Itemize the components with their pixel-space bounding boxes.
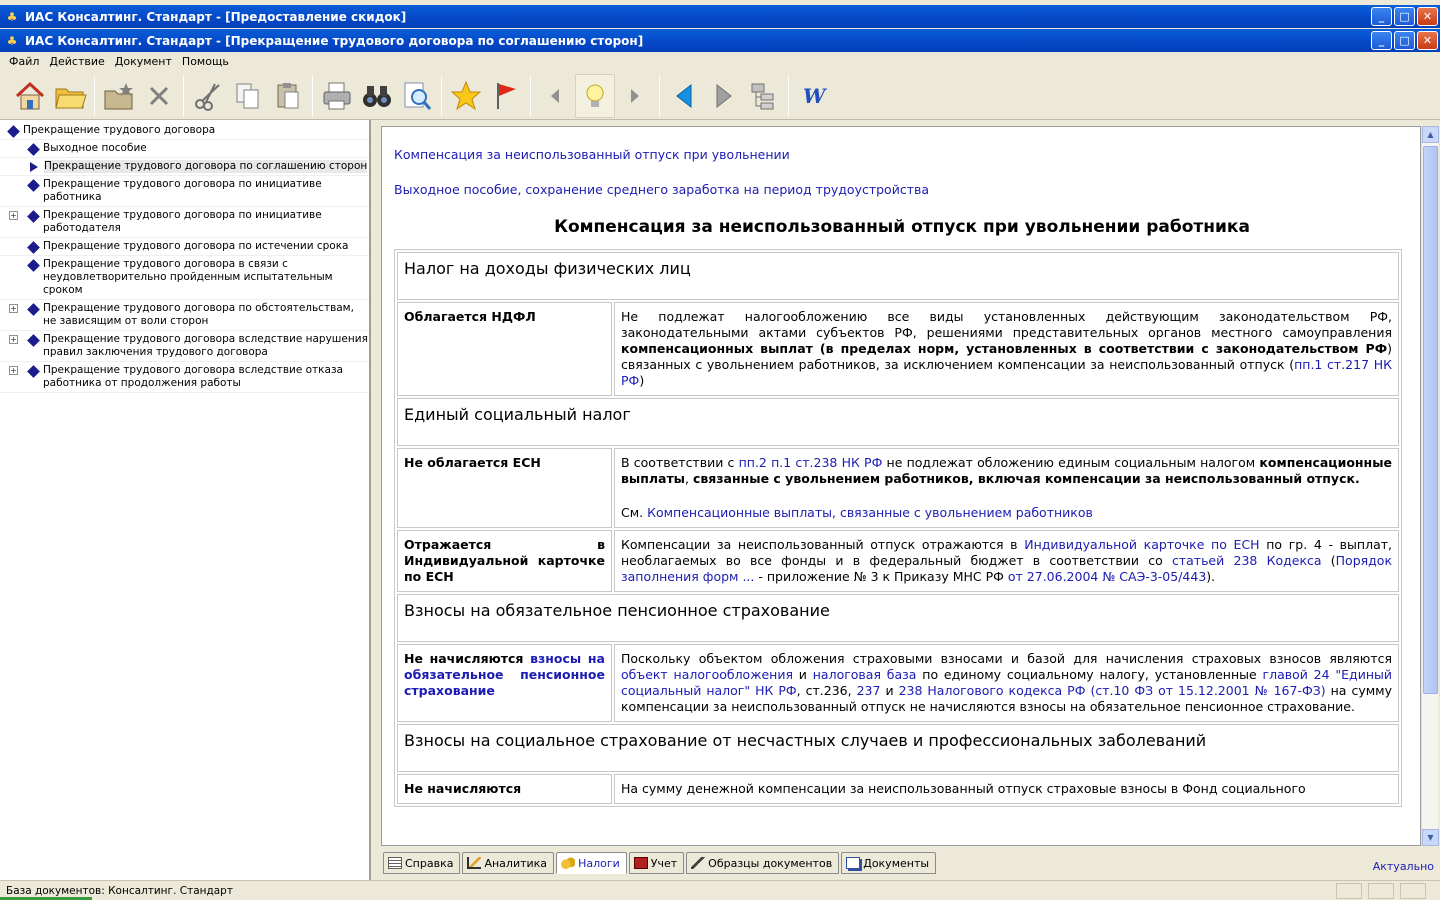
scroll-thumb[interactable] bbox=[1423, 146, 1438, 694]
printer-icon bbox=[320, 79, 354, 113]
text: и bbox=[880, 683, 899, 698]
reference-icon bbox=[388, 857, 402, 869]
tab-taxes[interactable] bbox=[556, 852, 627, 874]
link-pension-contributions[interactable]: взносы на обязательное пенсионное страхование bbox=[404, 651, 605, 698]
next-button[interactable] bbox=[615, 74, 655, 118]
bold-text: компенсационные выплаты bbox=[621, 455, 1392, 486]
text: и bbox=[792, 667, 813, 682]
accident-label: Не начисляются bbox=[397, 774, 612, 804]
link-severance-pay[interactable]: Выходное пособие, сохранение среднего заработка на период трудоустройства bbox=[394, 182, 930, 197]
svg-text:W: W bbox=[803, 83, 826, 108]
toolbar-separator bbox=[659, 76, 660, 116]
text: ( bbox=[1321, 553, 1336, 568]
tree-item[interactable] bbox=[0, 300, 369, 331]
print-button[interactable] bbox=[317, 74, 357, 118]
new-folder-button[interactable] bbox=[99, 74, 139, 118]
tab-analytics[interactable] bbox=[462, 852, 554, 874]
hint-button[interactable] bbox=[575, 74, 615, 118]
text: ) bbox=[639, 373, 645, 388]
link-form-procedure[interactable]: Порядок заполнения форм ... bbox=[621, 553, 1392, 584]
tree-item[interactable] bbox=[0, 238, 369, 256]
text: , bbox=[685, 471, 693, 486]
favorites-button[interactable] bbox=[446, 74, 486, 118]
tree-item-label: Прекращение трудового договора в связи с неудовлетворительно пройденным испытательным сроком bbox=[43, 258, 333, 296]
diamond-icon bbox=[27, 179, 40, 192]
link-taxable-object[interactable]: объект налогообложения bbox=[621, 667, 793, 682]
coins-icon bbox=[561, 857, 575, 869]
link-individual-card[interactable]: Индивидуальной карточке по ЕСН bbox=[1024, 537, 1260, 552]
word-icon bbox=[796, 79, 830, 113]
ndfl-text bbox=[614, 302, 1399, 396]
section-header-accident-insurance: Взносы на социальное страхование от несчастных случаев и профессиональных заболеваний bbox=[397, 724, 1399, 772]
tab-label: Налоги bbox=[578, 856, 620, 870]
star-icon bbox=[449, 79, 483, 113]
tree-item-label: Прекращение трудового договора по инициативе работодателя bbox=[43, 209, 322, 234]
tree-item[interactable] bbox=[0, 362, 369, 393]
text: Не начисляются bbox=[404, 651, 531, 666]
expand-icon[interactable]: + bbox=[10, 335, 17, 344]
tab-accounting[interactable] bbox=[629, 852, 684, 874]
accident-text: На сумму денежной компенсации за неиспользованный отпуск страховые взносы в Фонд социального bbox=[614, 774, 1399, 804]
tree-item[interactable] bbox=[0, 207, 369, 238]
prev-button[interactable] bbox=[535, 74, 575, 118]
link-article-237[interactable]: 237 bbox=[856, 683, 881, 698]
structure-button[interactable] bbox=[744, 74, 784, 118]
maximize-button[interactable]: □ bbox=[1394, 7, 1415, 26]
text: ) связанных с увольнением работников, за исключением компенсации за неиспользованный отпуск ( bbox=[621, 341, 1392, 372]
window-title: ИАС Консалтинг. Стандарт - [Предоставление скидок] bbox=[25, 9, 407, 24]
tree-item-label: Прекращение трудового договора вследствие отказа работника от продолжения работы bbox=[43, 364, 343, 389]
navigation-tree bbox=[0, 120, 369, 393]
tree-item[interactable] bbox=[0, 176, 369, 207]
text: Не подлежат налогообложению все виды установленных действующим законодательством РФ, законодательными актами субъектов РФ, решениями представительных органов местного самоуправления bbox=[621, 309, 1392, 340]
text: Компенсации за неиспользованный отпуск отражаются в bbox=[621, 537, 1025, 552]
arrow-right-icon bbox=[618, 79, 652, 113]
paste-button[interactable] bbox=[268, 74, 308, 118]
section-header-pension: Взносы на обязательное пенсионное страхование bbox=[397, 594, 1399, 642]
forward-button[interactable] bbox=[704, 74, 744, 118]
tab-label: Справка bbox=[405, 856, 454, 870]
menu-document[interactable]: Документ bbox=[114, 55, 172, 68]
document-view bbox=[381, 126, 1421, 846]
tree-item-label: Выходное пособие bbox=[43, 142, 147, 154]
tree-item-label: Прекращение трудового договора по инициативе работника bbox=[43, 178, 322, 203]
link-vacation-compensation[interactable]: Компенсация за неиспользованный отпуск при увольнении bbox=[394, 147, 790, 162]
minimize-button[interactable]: _ bbox=[1371, 31, 1392, 50]
tree-item[interactable] bbox=[0, 158, 369, 176]
preview-button[interactable] bbox=[397, 74, 437, 118]
tree-item-label: Прекращение трудового договора bbox=[23, 124, 216, 136]
text: Поскольку объектом обложения страховыми взносами и базой для начисления страховых взносов являются bbox=[621, 651, 1392, 666]
esn-card-text bbox=[614, 530, 1399, 592]
text: См. bbox=[621, 505, 648, 520]
text: по гр. 4 - выплат, необлагаемых во все фонды и в федеральный бюджет в соответствии со bbox=[621, 537, 1392, 568]
navigation-tree-pane bbox=[0, 120, 371, 880]
document-title: Компенсация за неиспользованный отпуск при увольнении работника bbox=[554, 217, 1250, 237]
find-button[interactable] bbox=[357, 74, 397, 118]
status-bar bbox=[0, 880, 1440, 900]
document-content bbox=[382, 127, 1420, 807]
link-pp1-st217[interactable]: пп.1 ст.217 НК РФ bbox=[621, 357, 1392, 388]
section-header-ndfl: Налог на доходы физических лиц bbox=[397, 252, 1399, 300]
back-button[interactable] bbox=[664, 74, 704, 118]
tree-item-label: Прекращение трудового договора вследствие нарушения правил заключения трудового договора bbox=[43, 333, 368, 358]
link-chapter-24[interactable]: главой 24 "Единый социальный налог" НК РФ bbox=[621, 667, 1392, 698]
esn-card-label: Отражается в Индивидуальной карточке по ЕСН bbox=[397, 530, 612, 592]
esn-label: Не облагается ЕСН bbox=[397, 448, 612, 528]
text: В соответствии с bbox=[621, 455, 739, 470]
pension-text bbox=[614, 644, 1399, 722]
titlebar-1 bbox=[0, 5, 1440, 28]
close-button[interactable]: ✕ bbox=[1417, 31, 1438, 50]
folder-open-icon bbox=[53, 79, 87, 113]
back-arrow-icon bbox=[667, 79, 701, 113]
section-header-esn: Единый социальный налог bbox=[397, 398, 1399, 446]
bold-text: связанные с увольнением работников, включая компенсации за неиспользованный отпуск. bbox=[692, 471, 1360, 486]
toolbar-separator bbox=[788, 76, 789, 116]
diamond-icon bbox=[7, 125, 20, 138]
esn-text bbox=[614, 448, 1399, 528]
tree-item[interactable] bbox=[0, 140, 369, 158]
copy-icon bbox=[231, 79, 265, 113]
diamond-icon bbox=[27, 303, 40, 316]
status-text: База документов: Консалтинг. Стандарт bbox=[6, 884, 233, 897]
diamond-icon bbox=[27, 241, 40, 254]
text: - приложение № 3 к Приказу МНС РФ bbox=[754, 569, 1008, 584]
menu-bar bbox=[0, 52, 1440, 71]
paste-icon bbox=[271, 79, 305, 113]
status-panel bbox=[1400, 883, 1426, 899]
diamond-icon bbox=[27, 143, 40, 156]
diamond-icon bbox=[27, 334, 40, 347]
tab-documents[interactable] bbox=[841, 852, 936, 874]
new-folder-icon bbox=[102, 79, 136, 113]
magnifier-page-icon bbox=[400, 79, 434, 113]
toolbar-separator bbox=[441, 76, 442, 116]
tab-label: Образцы документов bbox=[708, 856, 833, 870]
bold-text: компенсационных выплат (в пределах норм, установленных в соответствии с законодательством РФ bbox=[621, 341, 1388, 356]
lightbulb-icon bbox=[578, 79, 612, 113]
delete-button[interactable] bbox=[139, 74, 179, 118]
menu-action[interactable]: Действие bbox=[49, 55, 105, 68]
tax-table bbox=[394, 249, 1402, 807]
diamond-icon bbox=[27, 210, 40, 223]
scroll-up-icon[interactable]: ▲ bbox=[1422, 126, 1439, 143]
binoculars-icon bbox=[360, 79, 394, 113]
tree-item-label: Прекращение трудового договора по истечении срока bbox=[43, 240, 349, 252]
expand-icon[interactable]: + bbox=[10, 366, 17, 375]
ndfl-label: Облагается НДФЛ bbox=[397, 302, 612, 396]
minimize-button[interactable]: _ bbox=[1371, 7, 1392, 26]
tree-item[interactable] bbox=[0, 331, 369, 362]
app-icon: ♣ bbox=[6, 33, 18, 48]
text: ). bbox=[1206, 569, 1216, 584]
expand-icon[interactable]: + bbox=[10, 211, 17, 220]
text: не подлежат обложению единым социальным налогом bbox=[882, 455, 1260, 470]
status-panel bbox=[1336, 883, 1362, 899]
delete-icon bbox=[142, 79, 176, 113]
arrow-left-icon bbox=[538, 79, 572, 113]
text: по единому социальному налогу, установленные bbox=[916, 667, 1263, 682]
tab-label: Документы bbox=[863, 856, 930, 870]
expand-icon[interactable]: + bbox=[10, 304, 17, 313]
app-icon: ♣ bbox=[6, 9, 18, 24]
cut-button[interactable] bbox=[188, 74, 228, 118]
status-panel bbox=[1368, 883, 1394, 899]
tree-item-label: Прекращение трудового договора по обстоятельствам, не зависящим от воли сторон bbox=[43, 302, 354, 327]
link-article-238[interactable]: статьей 238 Кодекса bbox=[1171, 553, 1322, 568]
scissors-icon bbox=[191, 79, 225, 113]
close-button[interactable]: ✕ bbox=[1417, 7, 1438, 26]
vertical-scrollbar[interactable] bbox=[1421, 126, 1438, 846]
text: на сумму компенсации за неиспользованный отпуск не начисляются взносы на обязательное пенсионное страхование. bbox=[621, 683, 1392, 714]
maximize-button[interactable]: □ bbox=[1394, 31, 1415, 50]
flag-icon bbox=[489, 79, 523, 113]
link-mns-order[interactable]: от 27.06.2004 № САЭ-3-05/443 bbox=[1007, 569, 1207, 584]
tree-structure-icon bbox=[747, 79, 781, 113]
pension-label bbox=[397, 644, 612, 722]
toolbar-separator bbox=[312, 76, 313, 116]
tab-reference[interactable] bbox=[383, 852, 460, 874]
documents-icon bbox=[846, 857, 860, 869]
link-tax-base[interactable]: налоговая база bbox=[812, 667, 917, 682]
tree-item-label: Прекращение трудового договора по соглашению сторон bbox=[44, 160, 368, 172]
tab-document-samples[interactable] bbox=[686, 852, 839, 874]
forward-arrow-icon bbox=[707, 79, 741, 113]
toolbar bbox=[0, 72, 1440, 120]
document-pane bbox=[373, 120, 1440, 880]
menu-help[interactable]: Помощь bbox=[181, 55, 229, 68]
toolbar-separator bbox=[530, 76, 531, 116]
diamond-icon bbox=[27, 365, 40, 378]
link-compensation-payments[interactable]: Компенсационные выплаты, связанные с увольнением работников bbox=[647, 505, 1093, 520]
document-window-title: ИАС Консалтинг. Стандарт - [Прекращение трудового договора по соглашению сторон] bbox=[25, 33, 644, 48]
current-arrow-icon bbox=[30, 162, 38, 172]
open-button[interactable] bbox=[50, 74, 90, 118]
actuality-status: Актуально bbox=[1372, 860, 1434, 873]
text: , ст.236, bbox=[796, 683, 857, 698]
pen-icon bbox=[691, 857, 705, 869]
menu-file[interactable]: Файл bbox=[9, 55, 40, 68]
tree-root-item[interactable] bbox=[0, 122, 369, 140]
tab-label: Учет bbox=[650, 856, 678, 870]
bookmark-button[interactable] bbox=[486, 74, 526, 118]
document-tabs bbox=[383, 852, 936, 874]
toolbar-separator bbox=[183, 76, 184, 116]
export-word-button[interactable] bbox=[793, 74, 833, 118]
titlebar-2 bbox=[0, 29, 1440, 52]
toolbar-separator bbox=[94, 76, 95, 116]
tab-label: Аналитика bbox=[484, 856, 548, 870]
home-icon bbox=[13, 79, 47, 113]
home-button[interactable] bbox=[10, 74, 50, 118]
link-article-238-law[interactable]: 238 Налогового кодекса РФ (ст.10 ФЗ от 15.12.2001 № 167-ФЗ) bbox=[898, 683, 1326, 698]
tree-item[interactable] bbox=[0, 256, 369, 300]
link-pp2-st238[interactable]: пп.2 п.1 ст.238 НК РФ bbox=[738, 455, 883, 470]
copy-button[interactable] bbox=[228, 74, 268, 118]
ledger-icon bbox=[634, 857, 648, 869]
chart-icon bbox=[467, 857, 481, 869]
diamond-icon bbox=[27, 259, 40, 272]
scroll-down-icon[interactable]: ▼ bbox=[1422, 829, 1439, 846]
